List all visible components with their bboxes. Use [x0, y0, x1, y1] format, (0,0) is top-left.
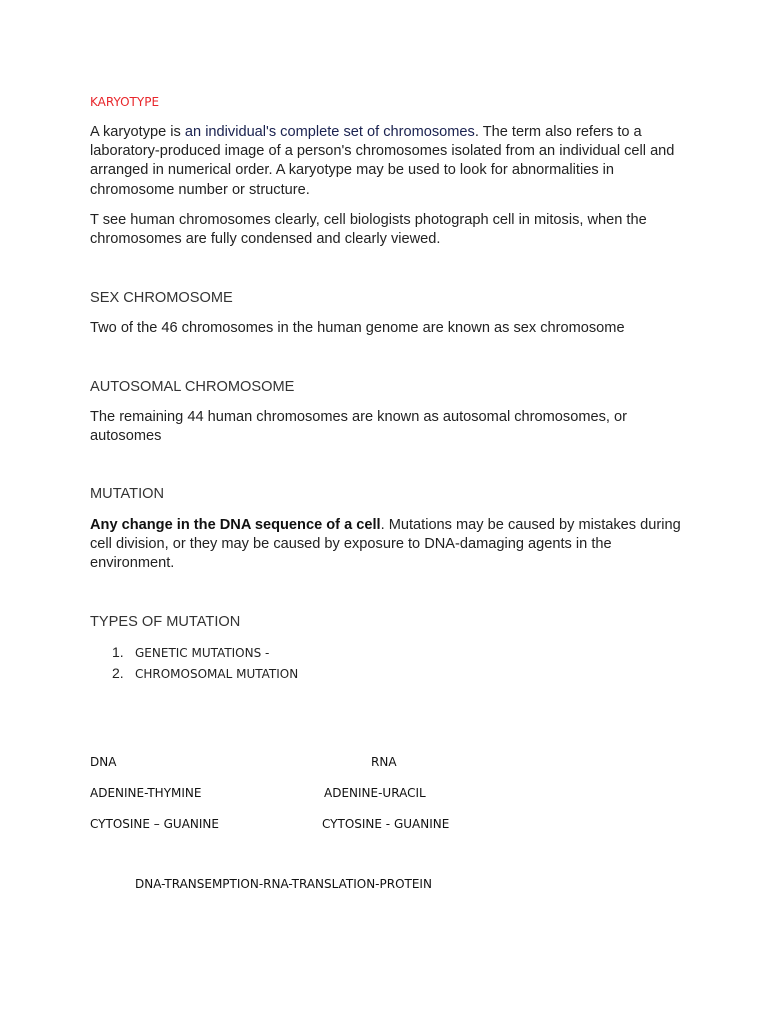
- dna-pair-1: ADENINE-THYMINE: [90, 786, 202, 800]
- autosomal-heading: AUTOSOMAL CHROMOSOME: [90, 379, 295, 395]
- karyotype-p1-start: A karyotype is: [90, 124, 185, 140]
- dna-label: DNA: [90, 755, 117, 769]
- list-text: GENETIC MUTATIONS -: [135, 646, 270, 660]
- mutation-heading: MUTATION: [90, 486, 165, 502]
- list-item: [112, 644, 269, 661]
- list-item: [112, 665, 298, 682]
- karyotype-paragraph-1: [90, 123, 690, 200]
- rna-pair-1: ADENINE-URACIL: [324, 786, 426, 800]
- sex-chromosome-text: Two of the 46 chromosomes in the human genome are known as sex chromosome: [90, 320, 625, 336]
- list-text: CHROMOSOMAL MUTATION: [135, 667, 299, 681]
- types-heading: TYPES OF MUTATION: [90, 614, 241, 630]
- karyotype-paragraph-2: T see human chromosomes clearly, cell biologists photograph cell in mitosis, when the chromosomes are fully condensed and clearly viewed.: [90, 212, 647, 248]
- list-number: 1.: [112, 644, 124, 660]
- mutation-bold-definition: Any change in the DNA sequence of a cell: [90, 517, 381, 533]
- mutation-paragraph: [90, 516, 690, 574]
- rna-pair-2: CYTOSINE - GUANINE: [322, 817, 450, 831]
- autosomal-text: The remaining 44 human chromosomes are known as autosomal chromosomes, or autosomes: [90, 409, 627, 445]
- rna-label: RNA: [371, 755, 397, 769]
- karyotype-p1-rest: . The term also refers to a laboratory-produced image of a person's chromosomes isolated from an individual cell and arranged in numerical order. A karyotype may be used to look for abnormalities in chromosome number or structure.: [90, 124, 675, 198]
- karyotype-heading: KARYOTYPE: [90, 95, 160, 109]
- list-number: 2.: [112, 665, 124, 681]
- dna-pair-2: CYTOSINE – GUANINE: [90, 817, 219, 831]
- central-dogma-flow: DNA-TRANSEMPTION-RNA-TRANSLATION-PROTEIN: [135, 877, 432, 891]
- sex-chromosome-heading: SEX CHROMOSOME: [90, 290, 233, 306]
- karyotype-p1-highlight: an individual's complete set of chromosomes: [184, 124, 475, 140]
- mutation-rest: . Mutations may be caused by mistakes during cell division, or they may be caused by exposure to DNA-damaging agents in the environment.: [90, 517, 681, 572]
